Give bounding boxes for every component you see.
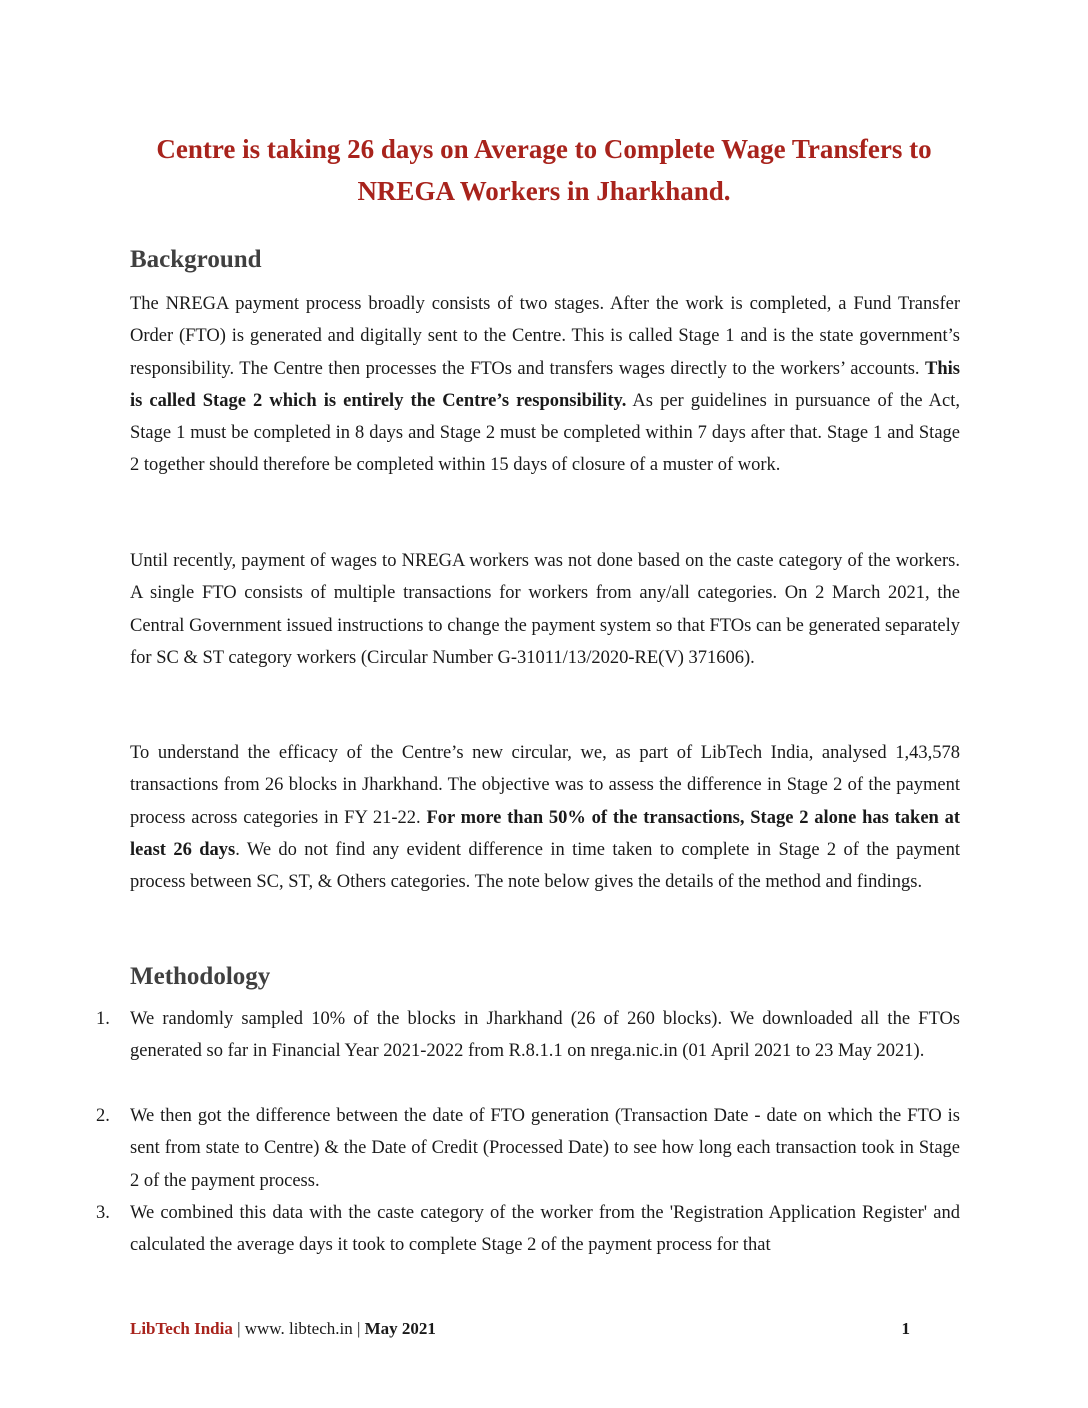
list-item-number: 1.	[96, 1009, 110, 1029]
p1-bold-text: This is called Stage 2 which is entirely the Centre’s responsibility.	[130, 358, 960, 411]
title-line-1: Centre is taking 26 days on Average to Complete Wage Transfers to	[156, 134, 932, 164]
p1-text-a: The NREGA payment process broadly consists of two stages. After the work is completed, a Fund Transfer Order (FTO) is generated and digitally sent to the Centre. This is called Stage 1 and is the state government’s responsibility. The Centre then processes the FTOs and transfers wages directly to the workers’ accounts.	[130, 294, 960, 379]
footer-separator: |	[232, 1319, 245, 1338]
list-item-text: We combined this data with the caste category of the worker from the 'Registration Application Register' and calculated the average days it took to complete Stage 2 of the payment process for that	[130, 1203, 960, 1256]
footer-org: LibTech India	[130, 1319, 233, 1338]
list-item-number: 2.	[96, 1106, 110, 1126]
background-paragraph-1	[130, 288, 960, 482]
methodology-heading: Methodology	[130, 963, 271, 990]
p3-bold-text: For more than 50% of the transactions, Stage 2 alone has taken at least 26 days	[130, 807, 960, 860]
background-heading: Background	[130, 246, 262, 273]
footer-date: May 2021	[364, 1319, 436, 1338]
list-item-number: 3.	[96, 1203, 110, 1223]
page-number: 1	[901, 1319, 910, 1338]
p3-text-b: . We do not find any evident difference in time taken to complete in Stage 2 of the payment process between SC, ST, & Others categories. The note below gives the details of the method and findings.	[130, 839, 960, 893]
list-item-text: We then got the difference between the date of FTO generation (Transaction Date - date on which the FTO is sent from state to Centre) & the Date of Credit (Processed Date) to see how long each transaction took in Stage 2 of the payment process.	[130, 1106, 960, 1191]
p1-text-b: As per guidelines in pursuance of the Act, Stage 1 must be completed in 8 days and Stage 2 must be completed within 7 days after that. Stage 1 and Stage 2 together should therefore be completed within 15 days of closure of a muster of work.	[130, 390, 960, 476]
p3-text-a: To understand the efficacy of the Centre’s new circular, we, as part of LibTech India, analysed 1,43,578 transactions from 26 blocks in Jharkhand. The objective was to assess the difference in Stage 2 of the payment process across categories in FY 21-22.	[130, 743, 960, 828]
document-title	[120, 128, 968, 212]
background-paragraph-3	[130, 737, 960, 898]
title-line-2: NREGA Workers in Jharkhand.	[357, 176, 731, 206]
footer-website: www. libtech.in	[244, 1319, 353, 1338]
list-item-text: We randomly sampled 10% of the blocks in Jharkhand (26 of 260 blocks). We downloaded all the FTOs generated so far in Financial Year 2021-2022 from R.8.1.1 on nrega.nic.in (01 April 2021 to 23 May 2021).	[130, 1009, 960, 1062]
page-footer	[130, 1318, 910, 1340]
footer-separator: |	[352, 1319, 365, 1338]
background-paragraph-2: Until recently, payment of wages to NREGA workers was not done based on the caste category of the workers. A single FTO consists of multiple transactions for workers from any/all categories. On 2 March 2021, the Central Government issued instructions to change the payment system so that FTOs can be generated separately for SC & ST category workers (Circular Number G-31011/13/2020-RE(V) 371606).	[130, 551, 960, 668]
